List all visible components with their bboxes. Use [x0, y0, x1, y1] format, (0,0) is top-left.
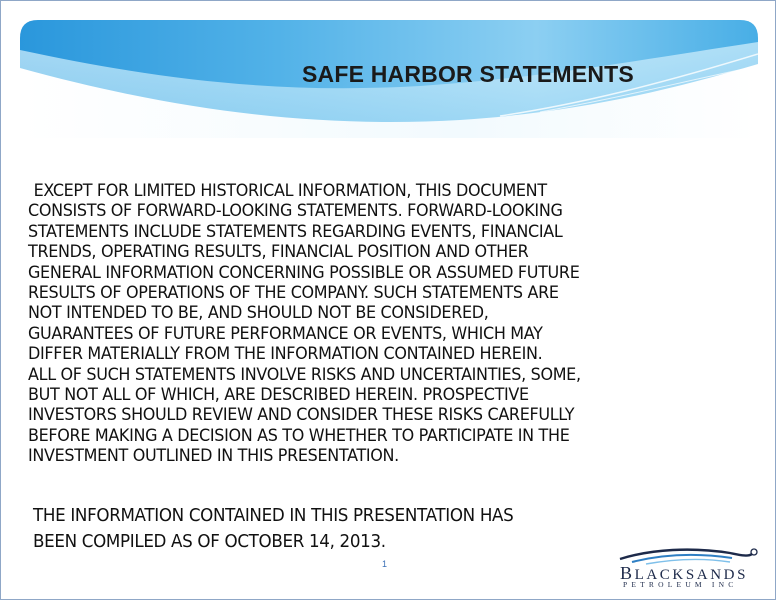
page-number: 1: [382, 559, 388, 569]
logo-subtitle: PETROLEUM INC: [623, 580, 738, 589]
paragraph-line: GENERAL INFORMATION CONCERNING POSSIBLE OR ASSUMED FUTURE: [28, 262, 580, 283]
paragraph-line: NOT INTENDED TO BE, AND SHOULD NOT BE CONSIDERED,: [28, 303, 489, 324]
paragraph-line: GUARANTEES OF FUTURE PERFORMANCE OR EVENTS, WHICH MAY: [28, 323, 543, 344]
paragraph-line: BUT NOT ALL OF WHICH, ARE DESCRIBED HEREIN. PROSPECTIVE: [28, 385, 529, 406]
paragraph-line: INVESTMENT OUTLINED IN THIS PRESENTATION.: [28, 446, 399, 467]
compilation-date-note: [33, 503, 698, 555]
paragraph-line: EXCEPT FOR LIMITED HISTORICAL INFORMATION, THIS DOCUMENT: [33, 181, 547, 201]
paragraph-line: INVESTORS SHOULD REVIEW AND CONSIDER THESE RISKS CAREFULLY: [28, 405, 575, 426]
paragraph-line: TRENDS, OPERATING RESULTS, FINANCIAL POSITION AND OTHER: [28, 242, 529, 263]
paragraph-line: RESULTS OF OPERATIONS OF THE COMPANY. SUCH STATEMENTS ARE: [28, 283, 559, 304]
logo-name-rest: LACKSANDS: [634, 567, 749, 583]
note-line: THE INFORMATION CONTAINED IN THIS PRESENTATION HAS: [33, 506, 514, 526]
wave-swoosh-icon: [612, 545, 762, 565]
paragraph-line: BEFORE MAKING A DECISION AS TO WHETHER TO PARTICIPATE IN THE: [28, 425, 570, 446]
note-line: BEEN COMPILED AS OF OCTOBER 14, 2013.: [33, 532, 386, 552]
paragraph-line: DIFFER MATERIALLY FROM THE INFORMATION CONTAINED HEREIN.: [28, 344, 543, 365]
paragraph-line: CONSISTS OF FORWARD-LOOKING STATEMENTS. FORWARD-LOOKING: [28, 201, 563, 222]
safe-harbor-paragraph: [28, 181, 707, 467]
logo-initial: B: [620, 563, 635, 583]
company-logo: [612, 545, 762, 593]
slide-title: SAFE HARBOR STATEMENTS: [302, 61, 634, 87]
paragraph-line: ALL OF SUCH STATEMENTS INVOLVE RISKS AND UNCERTAINTIES, SOME,: [28, 364, 581, 385]
paragraph-line: STATEMENTS INCLUDE STATEMENTS REGARDING EVENTS, FINANCIAL: [28, 221, 563, 242]
